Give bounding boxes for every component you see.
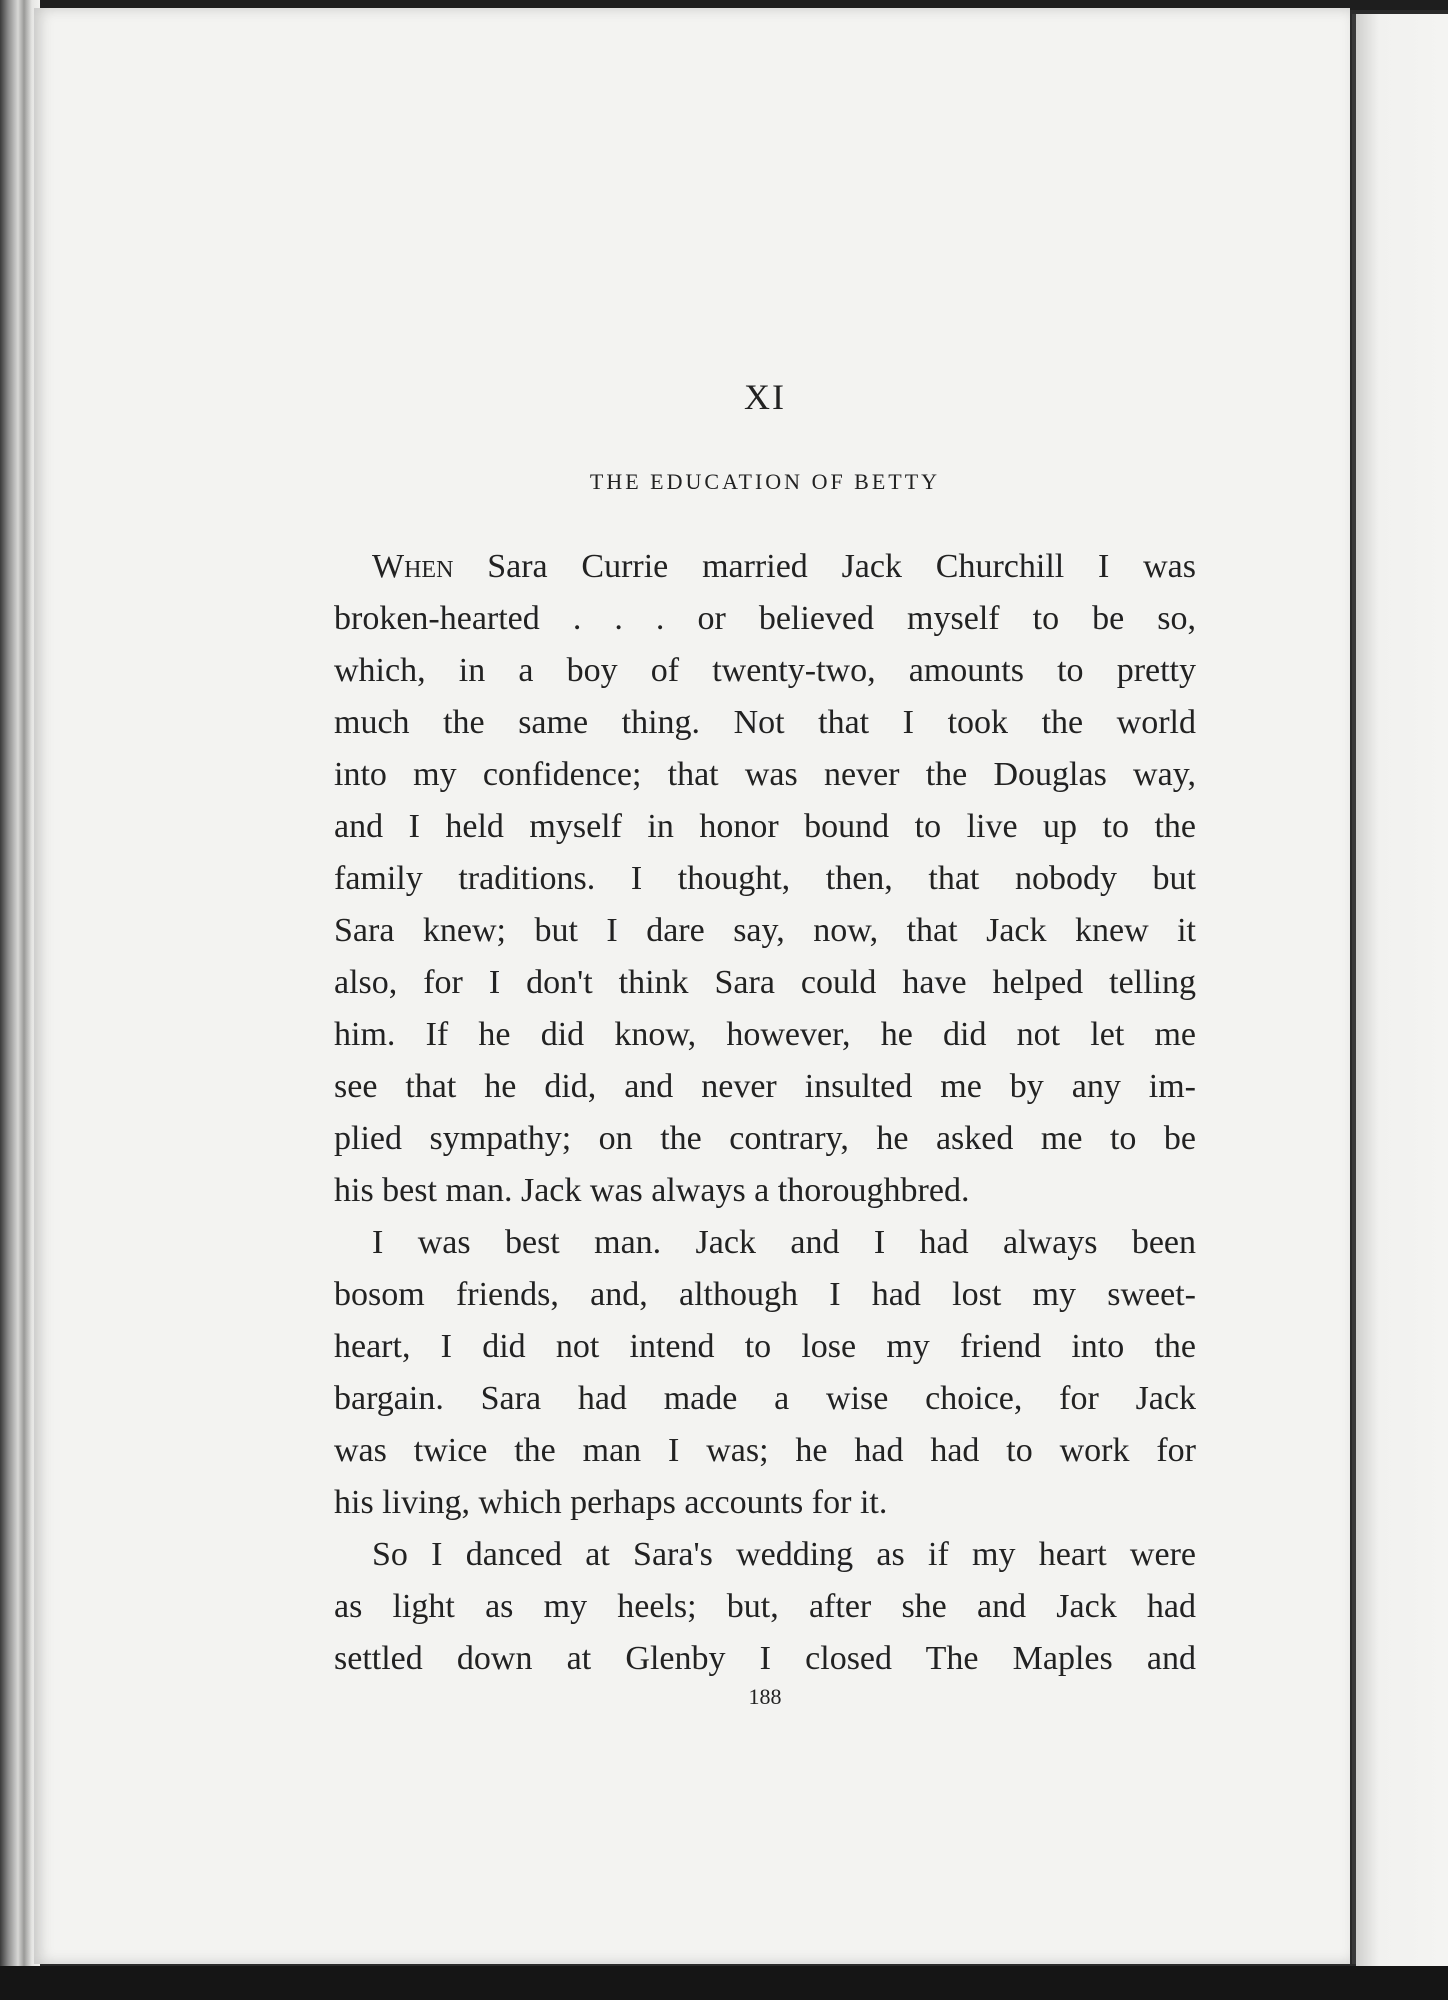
opening-word: When bbox=[372, 548, 454, 585]
text-line: which, in a boy of twenty-two, amounts to pretty bbox=[334, 652, 1196, 689]
text-line: So I danced at Sara's wedding as if my heart were bbox=[372, 1536, 1196, 1573]
text-line: also, for I don't think Sara could have helped telling bbox=[334, 964, 1196, 1001]
chapter-number: XI bbox=[744, 377, 786, 417]
text-line: I was best man. Jack and I had always been bbox=[372, 1224, 1196, 1261]
text-line: his living, which perhaps accounts for it. bbox=[334, 1484, 888, 1521]
text-line: bosom friends, and, although I had lost my sweet- bbox=[334, 1276, 1196, 1313]
text-line: him. If he did know, however, he did not let me bbox=[334, 1016, 1196, 1053]
text-line: his best man. Jack was always a thoroughbred. bbox=[334, 1172, 970, 1209]
text-line: heart, I did not intend to lose my friend into the bbox=[334, 1328, 1196, 1365]
body-text bbox=[334, 541, 1196, 1685]
text-line: settled down at Glenby I closed The Maples and bbox=[334, 1640, 1196, 1677]
adjacent-page-edge bbox=[1356, 14, 1448, 1974]
text-line: see that he did, and never insulted me by any im- bbox=[334, 1068, 1196, 1105]
scan-bottom-border bbox=[0, 1966, 1448, 2000]
page-number: 188 bbox=[748, 1684, 782, 1709]
text-line: family traditions. I thought, then, that nobody but bbox=[334, 860, 1196, 897]
text-line: bargain. Sara had made a wise choice, for Jack bbox=[334, 1380, 1196, 1417]
text-line: When Sara Currie married Jack Churchill I was bbox=[372, 548, 1196, 585]
text-line: Sara knew; but I dare say, now, that Jack knew it bbox=[334, 912, 1196, 949]
text-line: was twice the man I was; he had had to work for bbox=[334, 1432, 1196, 1469]
text-line: much the same thing. Not that I took the world bbox=[334, 704, 1196, 741]
text-line: broken-hearted . . . or believed myself to be so, bbox=[334, 600, 1196, 637]
text-line: into my confidence; that was never the Douglas way, bbox=[334, 756, 1196, 793]
text-line: plied sympathy; on the contrary, he asked me to be bbox=[334, 1120, 1196, 1157]
text-line: and I held myself in honor bound to live up to the bbox=[334, 808, 1196, 845]
chapter-title: THE EDUCATION OF BETTY bbox=[589, 469, 941, 494]
text-line: as light as my heels; but, after she and Jack had bbox=[334, 1588, 1196, 1625]
